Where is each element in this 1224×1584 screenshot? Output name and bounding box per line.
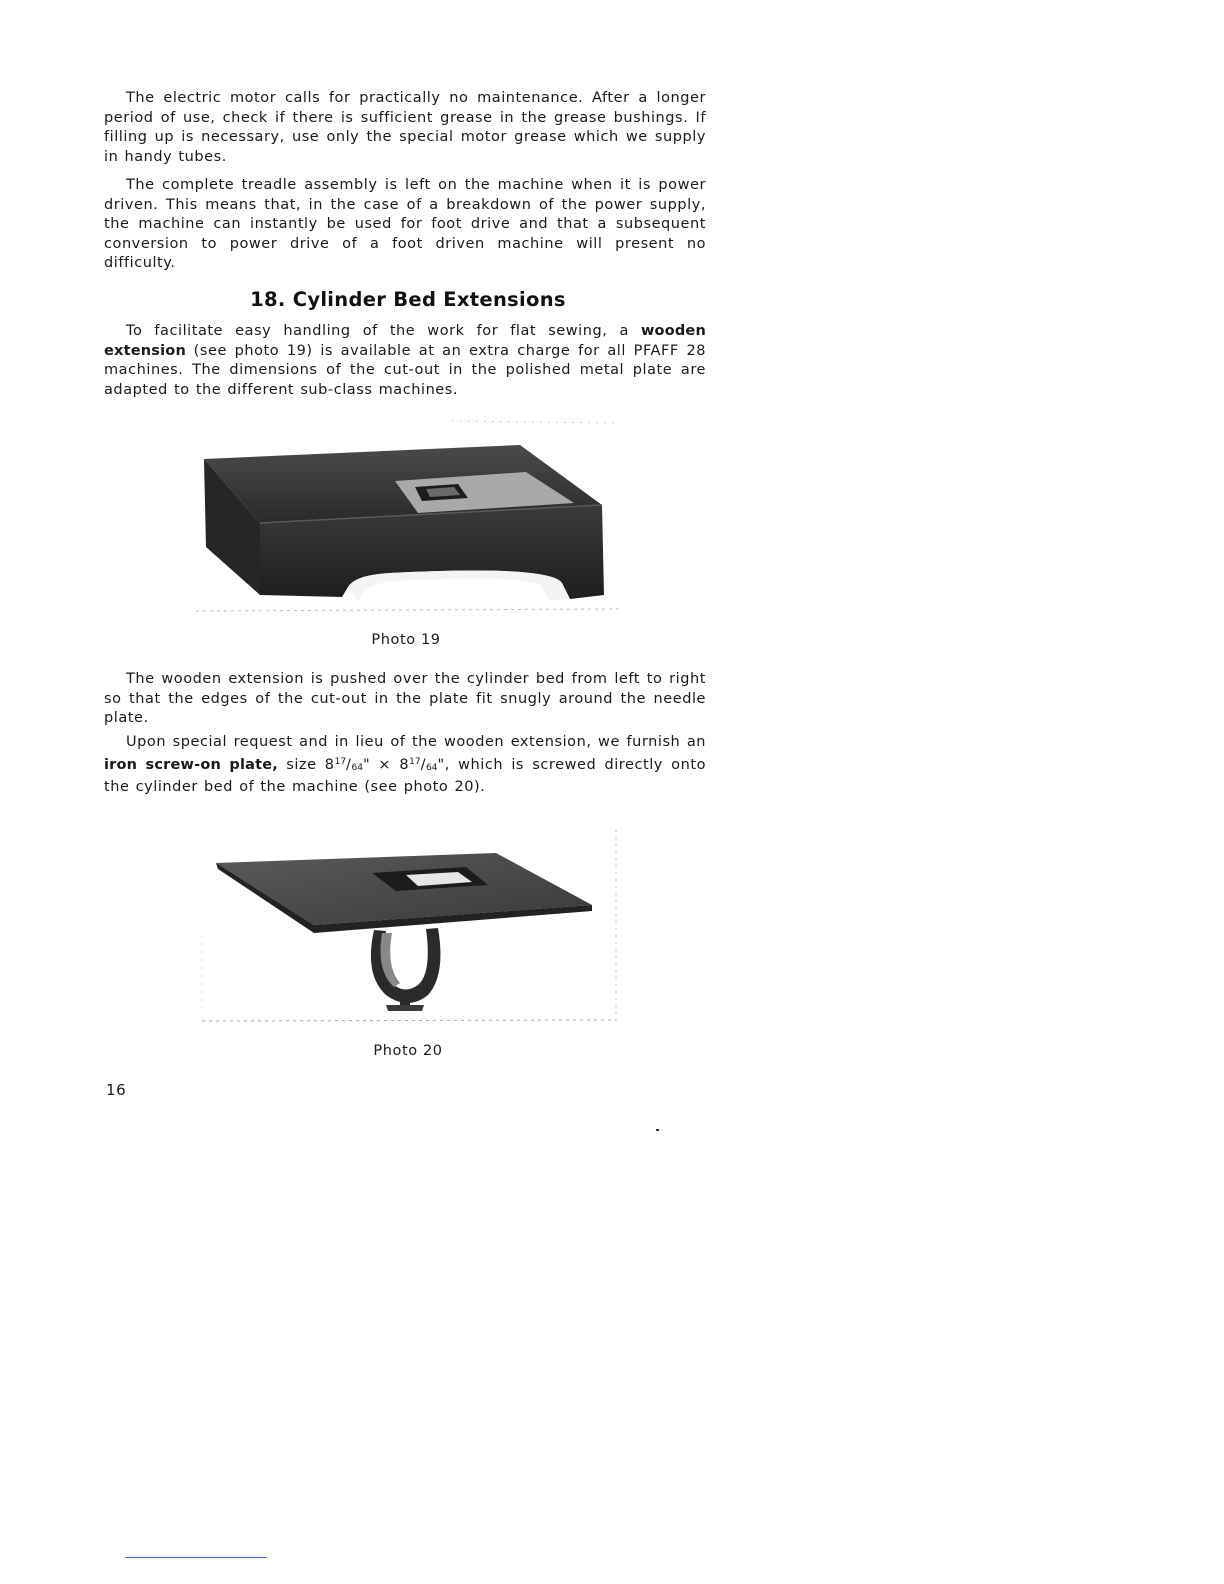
paragraph-wooden-extension: [104, 322, 706, 400]
paragraph-text: The electric motor calls for practically no maintenance. After a longer period of use, check if there is sufficient grease in the grease bushings. If filling up is necessary, use only the special motor grease which we supply in handy tubes.: [104, 90, 706, 165]
paragraph-text: The complete treadle assembly is left on the machine when it is power driven. This means that, in the case of a breakdown of the power supply, the machine can instantly be used for foot drive and that a subsequent conversion to power drive of a foot driven machine will present no difficulty.: [104, 177, 706, 272]
paragraph-text: Upon special request and in lieu of the wooden extension, we furnish an: [126, 734, 706, 750]
fraction-denominator: 64: [351, 762, 363, 773]
photo-20-iron-plate: [196, 815, 626, 1030]
paragraph-motor-maintenance: [104, 89, 706, 167]
page-number: 16: [106, 1081, 127, 1099]
bold-term: wooden extension: [104, 323, 706, 359]
paragraph-wooden-extension-fit: [104, 670, 706, 729]
fraction-denominator: 64: [426, 762, 438, 773]
fraction-slash: /: [420, 756, 427, 773]
paragraph-iron-plate: [104, 733, 706, 798]
paragraph-text: " × 8: [362, 756, 410, 773]
photo-19-wooden-extension: [190, 415, 630, 620]
paragraph-text: size 8: [278, 756, 335, 773]
photo-19-caption: Photo 19: [371, 632, 441, 648]
fraction-slash: /: [346, 756, 352, 773]
section-heading: 18. Cylinder Bed Extensions: [250, 288, 566, 311]
paragraph-text: ", which is screwed directly onto the cylinder bed of the machine (see photo 20).: [104, 756, 706, 796]
paragraph-text: (see photo 19) is available at an extra charge for all PFAFF 28 machines. The dimensions of the cut-out in the polished metal plate are adapted to the different sub-class machines.: [104, 342, 706, 398]
footer-rule: [125, 1557, 267, 1558]
fraction-numerator: 17: [334, 756, 347, 767]
paragraph-treadle-assembly: [104, 176, 706, 274]
fraction-numerator: 17: [409, 756, 421, 767]
print-speck: [656, 1129, 659, 1131]
paragraph-text: The wooden extension is pushed over the cylinder bed from left to right so that the edges of the cut-out in the plate fit snugly around the needle plate.: [104, 671, 706, 727]
paragraph-text: To facilitate easy handling of the work for flat sewing, a: [126, 323, 641, 339]
bold-term: iron screw-on plate,: [104, 756, 278, 773]
photo-20-caption: Photo 20: [373, 1043, 443, 1059]
